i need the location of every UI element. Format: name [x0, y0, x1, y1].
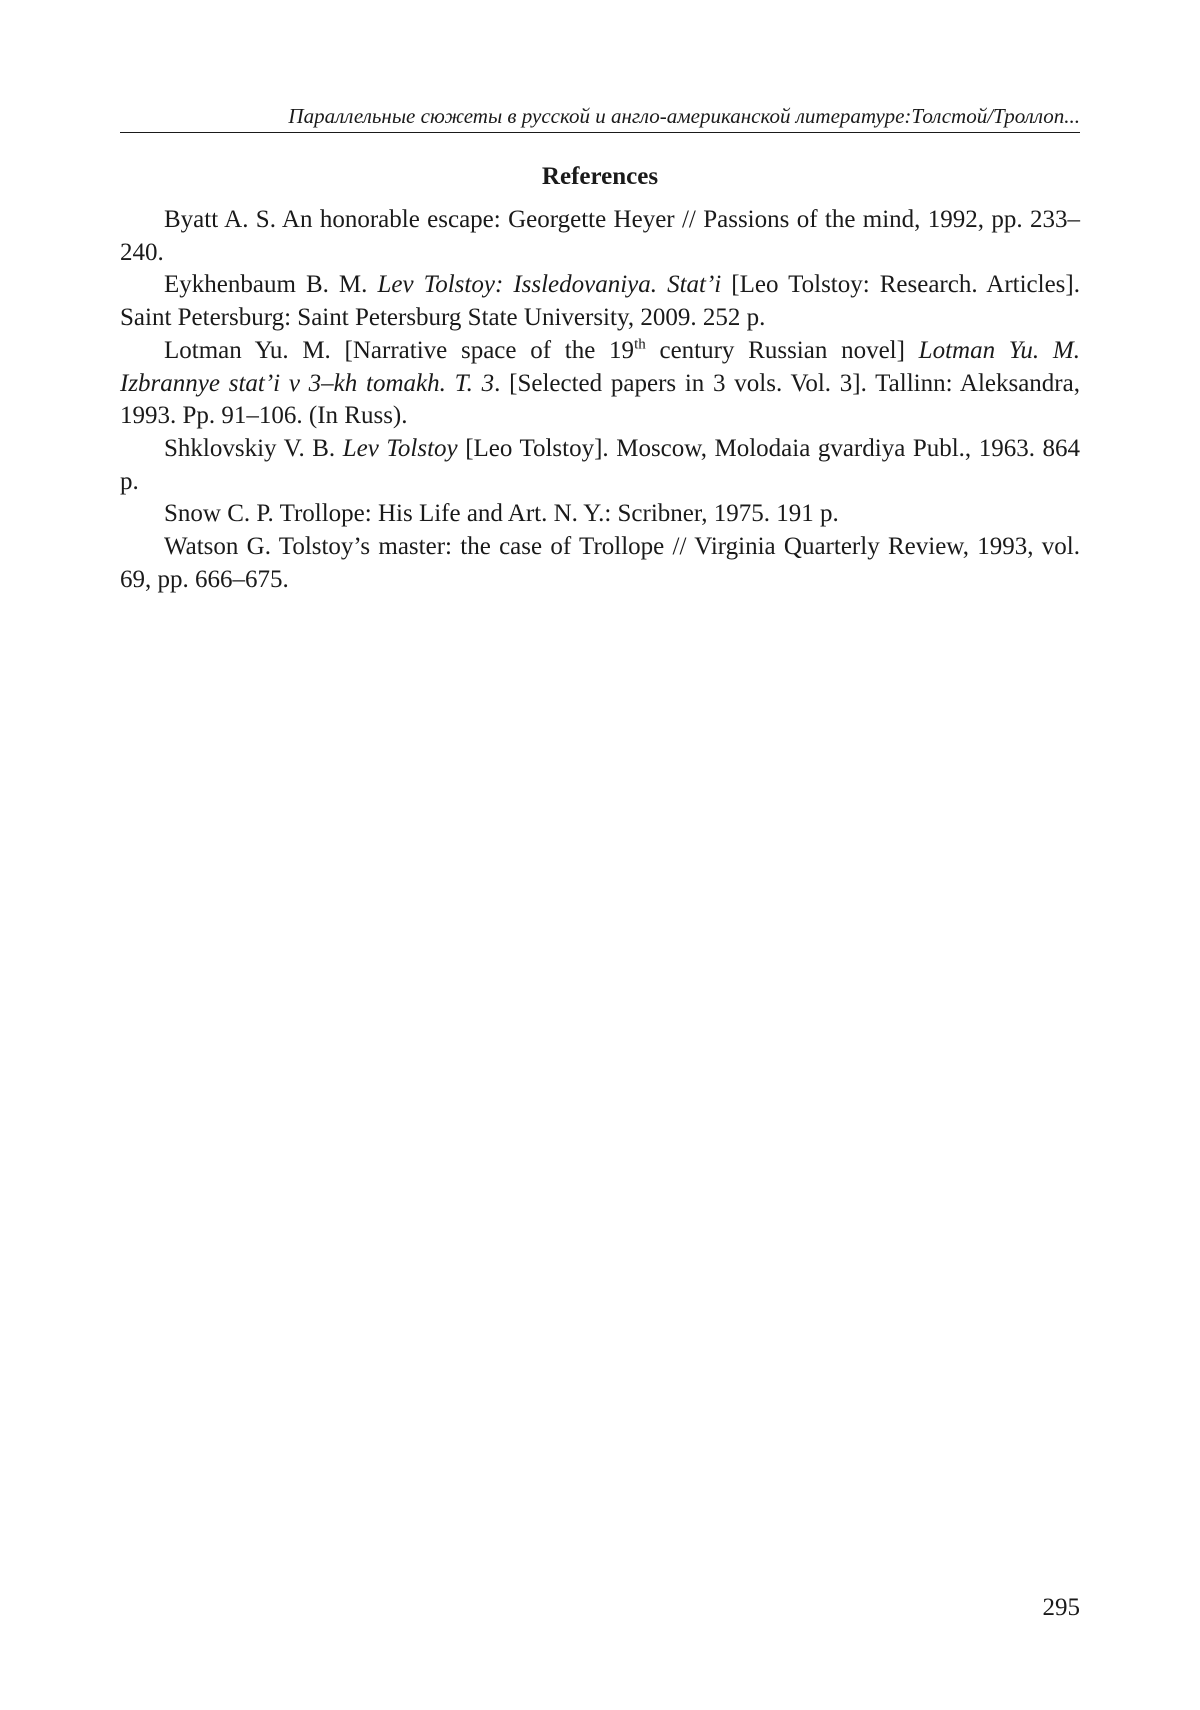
reference-entry-watson	[120, 531, 1080, 596]
reference-text: Snow C. P. Trollope: His Life and Art. N. Y.: Scribner, 1975. 191 p.	[164, 500, 839, 528]
document-page	[120, 0, 1080, 1710]
reference-entry-byatt	[120, 204, 1080, 269]
reference-superscript: th	[634, 336, 646, 353]
reference-text: Shklovskiy V. B.	[164, 434, 343, 462]
reference-entry-lotman	[120, 335, 1080, 433]
reference-text: century Russian novel]	[645, 336, 919, 364]
reference-text: [Leo Tolstoy]. Moscow, Molodaia gvardiya Publ., 1963. 864 p.	[120, 434, 1080, 495]
reference-text: Eykhenbaum B. M.	[164, 271, 378, 299]
references-heading: References	[541, 163, 659, 190]
reference-title: Lev Tolstoy	[342, 434, 458, 462]
reference-text: [Leo Tolstoy: Research. Articles]. Saint Petersburg: Saint Petersburg State University, 2009. 252 p.	[120, 271, 1080, 332]
reference-text: . [Selected papers in 3 vols. Vol. 3]. Tallinn: Aleksandra, 1993. Pp. 91–106. (In Russ).	[120, 369, 1080, 430]
reference-text: Lotman Yu. M. [Narrative space of the 19	[164, 336, 635, 364]
reference-text: Watson G. Tolstoy’s master: the case of Trollope // Virginia Quarterly Review, 1993, vol. 69, pp. 666–675.	[120, 533, 1080, 593]
reference-title: Lev Tolstoy: Issledovaniya. Stat’i	[377, 271, 722, 299]
running-head: Параллельные сюжеты в русской и англо-американской литературе:Толстой/Троллоп...	[288, 104, 1080, 128]
page-number: 295	[1042, 1594, 1080, 1621]
reference-entry-eykhenbaum	[120, 269, 1080, 334]
reference-entry-shklovskiy	[120, 433, 1080, 498]
reference-text: Byatt A. S. An honorable escape: Georgette Heyer // Passions of the mind, 1992, pp. 233–240.	[120, 206, 1080, 266]
reference-title: Lotman Yu. M. Izbrannye stat’i v 3–kh tomakh. T. 3	[120, 336, 1080, 397]
references-list	[120, 204, 1080, 596]
header-rule	[120, 132, 1080, 133]
reference-entry-snow	[120, 498, 1080, 531]
